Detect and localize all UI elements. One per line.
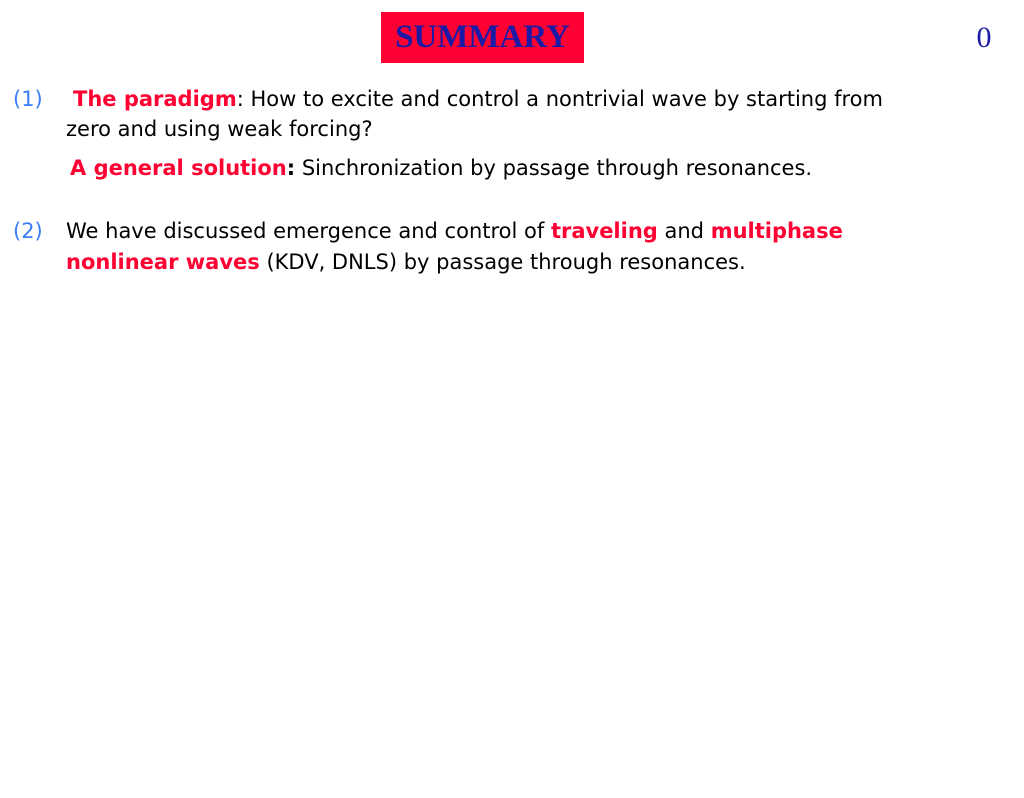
item-2-text-1: We have discussed emergence and control of xyxy=(66,219,551,243)
slide-number: 0 xyxy=(976,21,992,54)
item-2-number: (2) xyxy=(13,219,43,243)
item-2-highlight-multiphase: multiphase xyxy=(710,219,843,243)
slide-title: SUMMARY xyxy=(381,12,584,63)
item-2-line-2 xyxy=(66,247,746,277)
item-1-line-2: zero and using weak forcing? xyxy=(66,117,373,141)
item-2-text-3: (KDV, DNLS) by passage through resonances. xyxy=(259,250,746,274)
item-1-sub-highlight: A general solution xyxy=(70,156,287,180)
item-2-line-1 xyxy=(66,216,843,246)
item-2-highlight-traveling: traveling xyxy=(550,219,658,243)
item-1-line-1 xyxy=(73,84,883,114)
item-1-sub-text: Sinchronization by passage through resonances. xyxy=(295,156,813,180)
item-1-subline xyxy=(70,153,812,183)
item-1-highlight: The paradigm xyxy=(73,87,237,111)
item-2-highlight-nonlinear: nonlinear waves xyxy=(66,250,260,274)
item-1-number: (1) xyxy=(13,87,43,111)
item-1-text: : How to excite and control a nontrivial wave by starting from xyxy=(236,87,883,111)
item-2-text-2: and xyxy=(657,219,711,243)
item-1-sub-colon: : xyxy=(286,156,296,180)
